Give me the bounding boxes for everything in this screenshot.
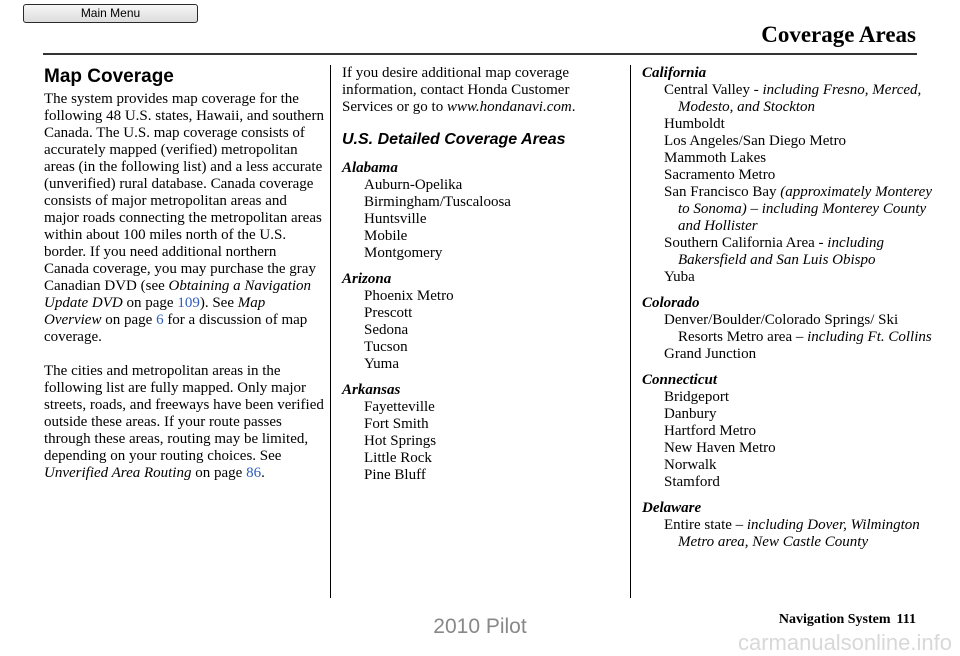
subtitle-us-detailed: U.S. Detailed Coverage Areas: [342, 131, 566, 148]
list-item: Mobile: [364, 228, 408, 244]
page-link-109[interactable]: 109: [177, 295, 200, 311]
list-item: Southern California Area - including Bakersfield and San Luis Obispo: [664, 235, 884, 268]
section-title-map-coverage: Map Coverage: [44, 66, 174, 87]
honda-url: www.hondanavi.com: [446, 99, 572, 115]
main-menu-button[interactable]: Main Menu: [23, 4, 198, 23]
state-california: [642, 65, 932, 286]
state-name: Colorado: [642, 295, 700, 311]
state-name: California: [642, 65, 707, 81]
list-item: Hot Springs: [364, 433, 437, 449]
state-delaware: [642, 500, 932, 551]
list-item: Phoenix Metro: [364, 288, 454, 304]
p1-onpage: on page: [122, 295, 178, 311]
list-item: Tucson: [364, 339, 408, 355]
state-name: Connecticut: [642, 372, 718, 388]
column-states-continued: [642, 65, 932, 560]
state-colorado: [642, 295, 932, 363]
list-item: Montgomery: [364, 245, 443, 261]
p1-mid: ). See: [199, 295, 238, 311]
watermark-site: carmanualsonline.info: [737, 630, 952, 655]
p1-text: The system provides map coverage for the following 48 U.S. states, Hawaii, and southern Canada. The U.S. map coverage consists of accurately mapped (verified) metropolitan areas (in the following list) and a less accurate (unverified) rural database. Canada coverage consists of major metropolitan areas and major roads connecting the metropolitan areas within about 100 miles north of the U.S. border. If you need additional northern Canada coverage, you may purchase the gray Canadian DVD (see: [44, 91, 324, 294]
list-item: Danbury: [664, 406, 717, 422]
page-number: 111: [896, 612, 916, 627]
list-item: Little Rock: [364, 450, 432, 466]
list-item: Denver/Boulder/Colorado Springs/ Ski Resorts Metro area – including Ft. Collins: [664, 312, 932, 345]
paragraph-contact: [342, 65, 614, 116]
list-item: Yuma: [364, 356, 399, 372]
list-item: Sedona: [364, 322, 409, 338]
list-item: Humboldt: [664, 116, 725, 132]
state-arizona: [342, 271, 614, 373]
p2-end: .: [261, 465, 265, 481]
list-item: Bridgeport: [664, 389, 729, 405]
list-item: Mammoth Lakes: [664, 150, 767, 166]
state-name: Alabama: [342, 160, 398, 176]
list-item: Central Valley - including Fresno, Merced, Modesto, and Stockton: [664, 82, 922, 115]
title-rule: [43, 53, 917, 55]
p1-italic-map-overview: Map Overview: [44, 295, 266, 328]
list-item: Auburn-Opelika: [364, 177, 463, 193]
list-item: Pine Bluff: [364, 467, 426, 483]
list-item: Yuba: [664, 269, 695, 285]
list-item: Sacramento Metro: [664, 167, 776, 183]
p2-onpage: on page: [191, 465, 247, 481]
footer-nav-label: Navigation System: [778, 612, 891, 627]
list-item: Norwalk: [664, 457, 717, 473]
list-item: Birmingham/Tuscaloosa: [364, 194, 511, 210]
intro-text: If you desire additional map coverage information, contact Honda Customer Services or go to: [342, 65, 570, 115]
list-item: Grand Junction: [664, 346, 757, 362]
list-item: Fayetteville: [364, 399, 435, 415]
paragraph-fully-mapped: [44, 363, 324, 482]
page-link-6[interactable]: 6: [156, 312, 164, 328]
column-divider-right: [630, 65, 631, 598]
p1-onpage-2: on page: [101, 312, 157, 328]
state-name: Arizona: [342, 271, 392, 287]
p1-italic-ref: Obtaining a Navigation Update DVD: [44, 278, 312, 311]
state-name: Arkansas: [342, 382, 401, 398]
list-item: Los Angeles/San Diego Metro: [664, 133, 847, 149]
list-item: Stamford: [664, 474, 720, 490]
p2-italic-ref: Unverified Area Routing: [44, 465, 192, 481]
list-item: New Haven Metro: [664, 440, 776, 456]
list-item: Hartford Metro: [664, 423, 757, 439]
state-arkansas: [342, 382, 614, 484]
p2-text: The cities and metropolitan areas in the following list are fully mapped. Only major streets, roads, and freeways have been verified outside these areas. If your route passes through these areas, routing may be limited, depending on your routing choices. See: [44, 363, 324, 464]
state-name: Delaware: [642, 500, 702, 516]
list-item: Huntsville: [364, 211, 427, 227]
column-divider-left: [330, 65, 331, 598]
page-title: Coverage Areas: [761, 22, 916, 47]
intro-end: .: [571, 99, 576, 115]
p1-end: for a discussion of map coverage.: [44, 312, 308, 345]
list-item: San Francisco Bay (approximately Monterey to Sonoma) – including Monterey County and Hollister: [664, 184, 932, 234]
column-us-coverage: [342, 65, 614, 493]
list-item: Fort Smith: [364, 416, 429, 432]
column-map-coverage: [44, 66, 324, 482]
paragraph-coverage-intro: [44, 91, 324, 346]
watermark-model: 2010 Pilot: [433, 615, 527, 638]
page-link-86[interactable]: 86: [246, 465, 262, 481]
state-connecticut: [642, 372, 932, 491]
list-item: Prescott: [364, 305, 413, 321]
state-alabama: [342, 160, 614, 262]
list-item: Entire state – including Dover, Wilmington Metro area, New Castle County: [664, 517, 920, 550]
